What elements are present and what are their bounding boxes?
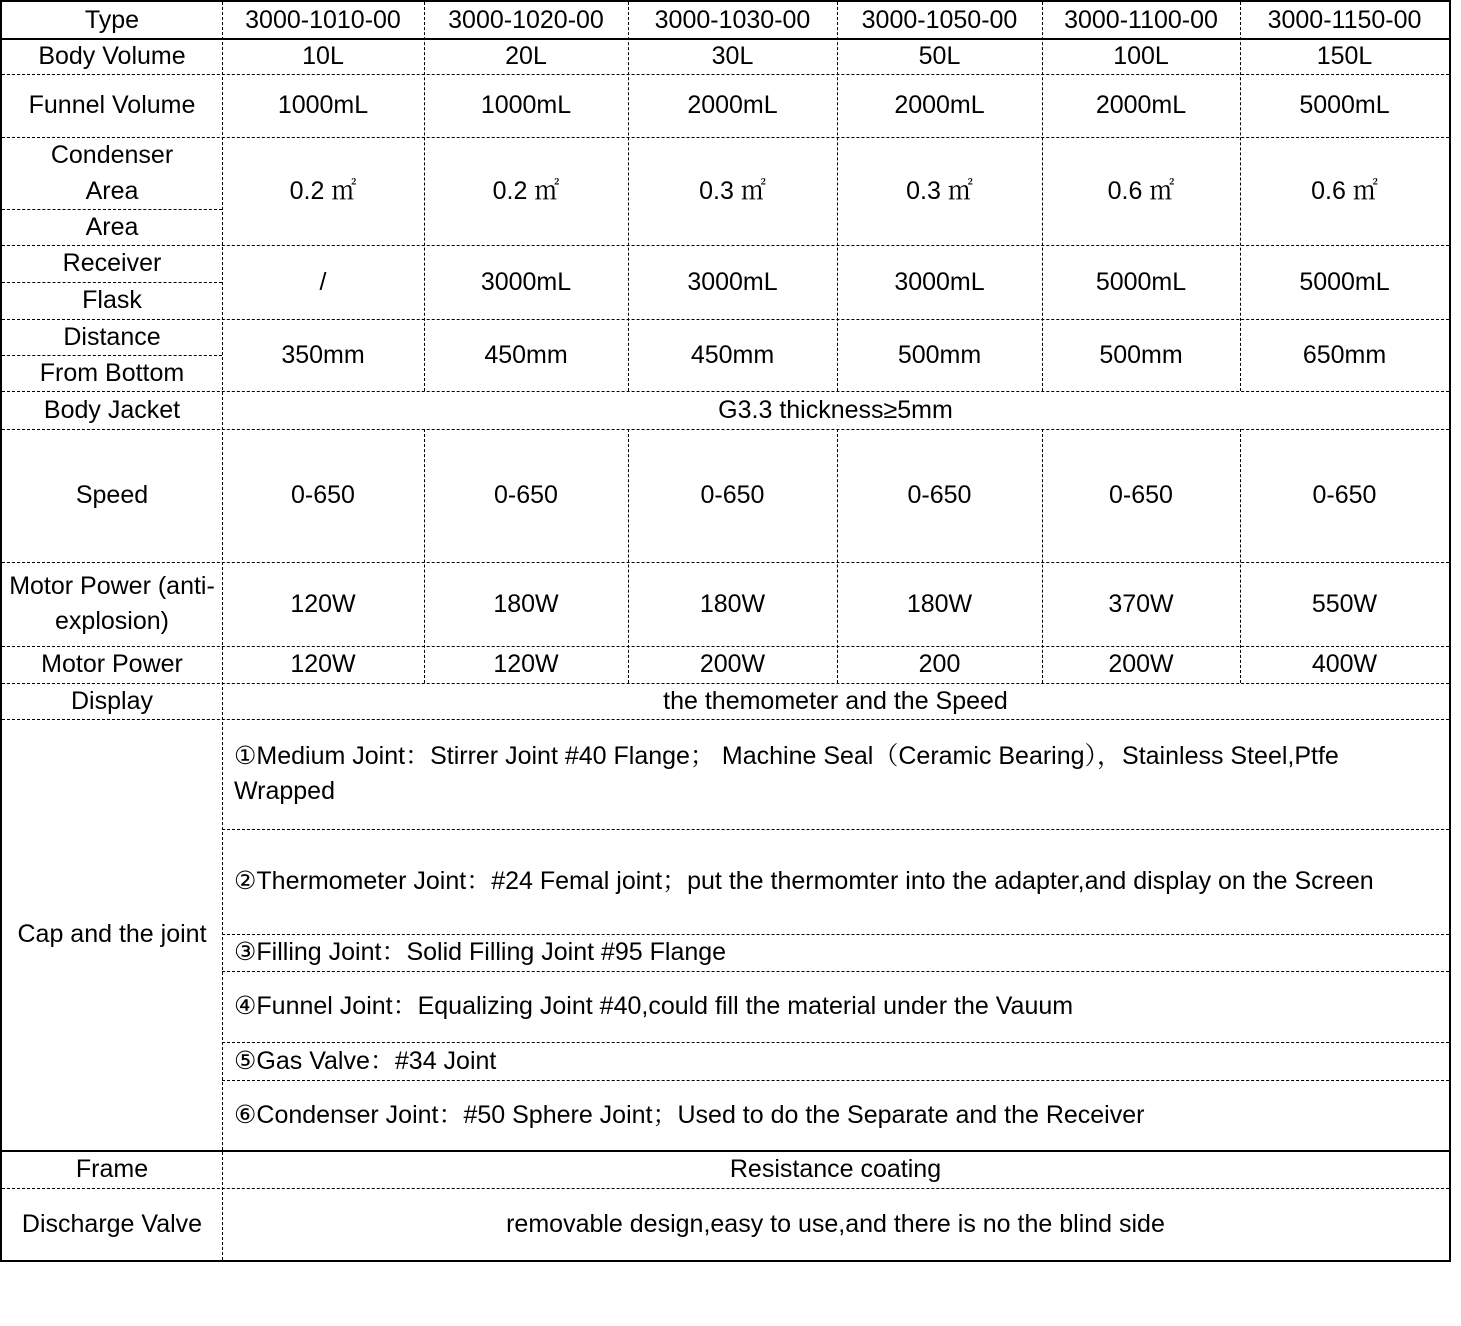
speed-cell: 0-650: [907, 481, 972, 509]
motor-power-ex-cell: 550W: [1311, 589, 1378, 618]
cap-joint-item: ⑥Condenser Joint：#50 Sphere Joint；Used to do the Separate and the Receiver: [234, 1100, 1145, 1129]
row-label-cap-joint: Cap and the joint: [17, 920, 207, 948]
funnel-volume-cell: 2000mL: [1095, 91, 1187, 119]
row-label-flask: Flask: [82, 286, 142, 314]
receiver-flask-cell: 5000mL: [1095, 267, 1187, 296]
receiver-flask-cell: 5000mL: [1299, 267, 1390, 296]
cap-joint-item: ③Filling Joint：Solid Filling Joint #95 Flange: [234, 938, 727, 966]
funnel-volume-cell: 2000mL: [687, 91, 778, 119]
row-label-motor-power: Motor Power: [41, 650, 183, 678]
body-jacket-value: G3.3 thickness≥5mm: [718, 395, 953, 424]
speed-cell: 0-650: [1312, 481, 1377, 509]
condenser-area-cell: 0.6 ㎡: [1107, 176, 1175, 205]
motor-power-ex-cell: 180W: [906, 589, 973, 618]
motor-power-cell: 200: [918, 650, 961, 678]
row-label-speed: Speed: [75, 481, 149, 509]
body-volume-cell: 100L: [1113, 41, 1169, 70]
row-label-discharge-valve: Discharge Valve: [21, 1209, 203, 1238]
row-label-frame: Frame: [75, 1154, 149, 1183]
receiver-flask-cell: 3000mL: [480, 267, 572, 296]
row-label-area: Area: [85, 212, 139, 241]
discharge-valve-value: removable design,easy to use,and there is no the blind side: [506, 1209, 1165, 1238]
condenser-area-cell: 0.2 ㎡: [492, 176, 560, 205]
body-volume-cell: 20L: [505, 41, 547, 70]
type-cell: 3000-1010-00: [245, 5, 401, 34]
receiver-flask-cell: /: [319, 267, 327, 296]
cap-joint-item: ⑤Gas Valve：#34 Joint: [234, 1046, 497, 1075]
distance-cell: 450mm: [484, 340, 568, 369]
type-cell: 3000-1030-00: [654, 5, 811, 34]
row-label-motor-power-ex: Motor Power (anti-explosion): [9, 572, 215, 635]
motor-power-ex-cell: 180W: [699, 589, 766, 618]
distance-cell: 450mm: [690, 340, 775, 369]
condenser-area-cell: 0.6 ㎡: [1311, 176, 1378, 205]
type-cell: 3000-1150-00: [1267, 5, 1422, 34]
row-label-condenser: Condenser: [50, 140, 174, 169]
motor-power-ex-cell: 370W: [1108, 589, 1174, 618]
motor-power-cell: 120W: [290, 650, 356, 678]
row-label-from-bottom: From Bottom: [39, 358, 185, 387]
motor-power-ex-cell: 120W: [290, 589, 356, 618]
row-label-type: Type: [84, 5, 140, 34]
motor-power-cell: 200W: [699, 650, 766, 678]
distance-cell: 500mm: [897, 340, 982, 369]
motor-power-ex-cell: 180W: [493, 589, 559, 618]
body-volume-cell: 150L: [1316, 41, 1373, 70]
motor-power-cell: 400W: [1311, 650, 1378, 678]
body-volume-cell: 30L: [711, 41, 754, 70]
type-cell: 3000-1050-00: [861, 5, 1018, 34]
type-cell: 3000-1020-00: [448, 5, 604, 34]
display-value: the themometer and the Speed: [663, 686, 1008, 715]
row-label-body-jacket: Body Jacket: [43, 395, 181, 424]
speed-cell: 0-650: [291, 481, 355, 509]
cap-joint-item: ①Medium Joint：Stirrer Joint #40 Flange； Machine Seal（Ceramic Bearing），Stainless Steel,Ptfe Wrapped: [234, 742, 1339, 805]
funnel-volume-cell: 5000mL: [1299, 91, 1390, 119]
motor-power-cell: 200W: [1108, 650, 1174, 678]
row-label-body-volume: Body Volume: [38, 41, 186, 70]
condenser-area-cell: 0.3 ㎡: [699, 176, 766, 205]
funnel-volume-cell: 2000mL: [894, 91, 985, 119]
type-cell: 3000-1100-00: [1064, 5, 1218, 34]
row-label-receiver: Receiver: [62, 249, 162, 277]
receiver-flask-cell: 3000mL: [687, 267, 778, 296]
distance-cell: 350mm: [281, 340, 365, 369]
row-label-funnel-volume: Funnel Volume: [28, 91, 196, 119]
speed-cell: 0-650: [700, 481, 765, 509]
condenser-area-cell: 0.2 ㎡: [289, 176, 357, 205]
receiver-flask-cell: 3000mL: [894, 267, 985, 296]
motor-power-cell: 120W: [493, 650, 559, 678]
cap-joint-item: ④Funnel Joint：Equalizing Joint #40,could fill the material under the Vauum: [234, 992, 1074, 1020]
distance-cell: 650mm: [1302, 340, 1387, 369]
speed-cell: 0-650: [1109, 481, 1173, 509]
distance-cell: 500mm: [1099, 340, 1183, 369]
cap-joint-item: ②Thermometer Joint：#24 Femal joint；put the thermomter into the adapter,and display on the Screen: [234, 867, 1374, 895]
funnel-volume-cell: 1000mL: [480, 91, 572, 119]
funnel-volume-cell: 1000mL: [277, 91, 369, 119]
row-label-area: Area: [85, 176, 139, 205]
condenser-area-cell: 0.3 ㎡: [906, 176, 973, 205]
speed-cell: 0-650: [494, 481, 558, 509]
row-label-display: Display: [71, 686, 153, 715]
body-volume-cell: 50L: [918, 41, 961, 70]
row-label-distance: Distance: [63, 322, 161, 351]
frame-value: Resistance coating: [729, 1154, 942, 1183]
body-volume-cell: 10L: [302, 41, 344, 70]
